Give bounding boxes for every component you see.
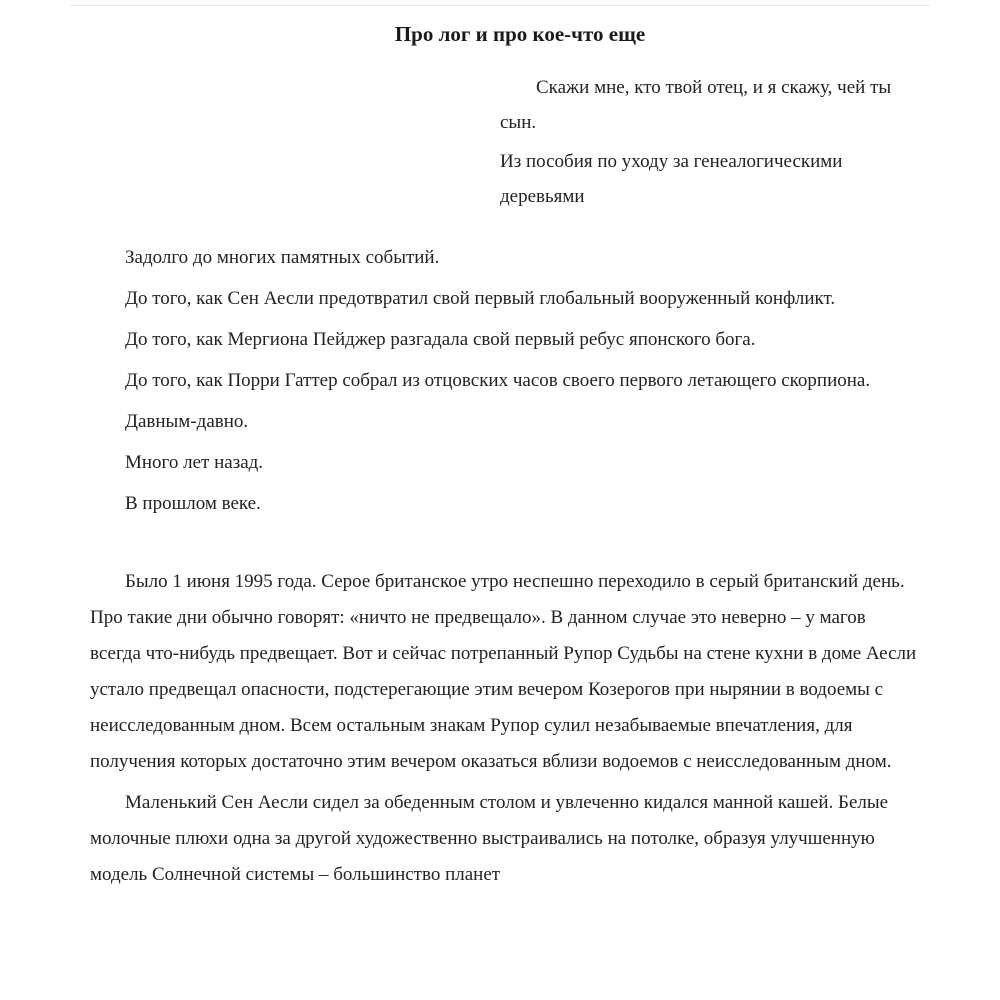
epigraph-source: Из пособия по уходу за генеалогическими деревьями (500, 151, 843, 207)
paragraph: До того, как Сен Аесли предотвратил свой первый глобальный вооруженный конфликт. (125, 288, 836, 309)
paragraph: До того, как Мергиона Пейджер разгадала свой первый ребус японского бога. (125, 329, 756, 350)
paragraph: Маленький Сен Аесли сидел за обеденным столом и увлеченно кидался манной кашей. Белые молочные плюхи одна за другой художественно выстраивались на потолке, образуя улучшенную модель Солнечной системы – большинство планет (90, 792, 889, 885)
paragraph: Было 1 июня 1995 года. Серое британское утро неспешно переходило в серый британский день. Про такие дни обычно говорят: «ничто не предвещало». В данном случае это неверно – у магов всегда что-нибудь предвещает. Вот и сейчас потрепанный Рупор Судьбы на стене кухни в доме Аесли устало предвещал опасности, подстерегающие этим вечером Козерогов при нырянии в водоемы с неисследованным дном. Всем остальным знакам Рупор сулил незабываемые впечатления, для получения которых достаточно этим вечером оказаться вблизи водоемов с неисследованным дном. (90, 571, 917, 772)
paragraph: Давным-давно. (125, 411, 249, 432)
paragraph: До того, как Порри Гаттер собрал из отцовских часов своего первого летающего скорпиона. (125, 370, 871, 391)
section-break (90, 527, 920, 564)
chapter-title: Про лог и про кое-что еще (394, 22, 646, 46)
chapter-body (90, 240, 920, 898)
paragraph: Много лет назад. (125, 452, 264, 473)
epigraph-quote: Скажи мне, кто твой отец, и я скажу, чей ты сын. (500, 77, 892, 133)
paragraph: Задолго до многих памятных событий. (125, 247, 440, 268)
paragraph: В прошлом веке. (125, 493, 261, 514)
epigraph (500, 70, 920, 214)
top-divider (70, 5, 930, 6)
